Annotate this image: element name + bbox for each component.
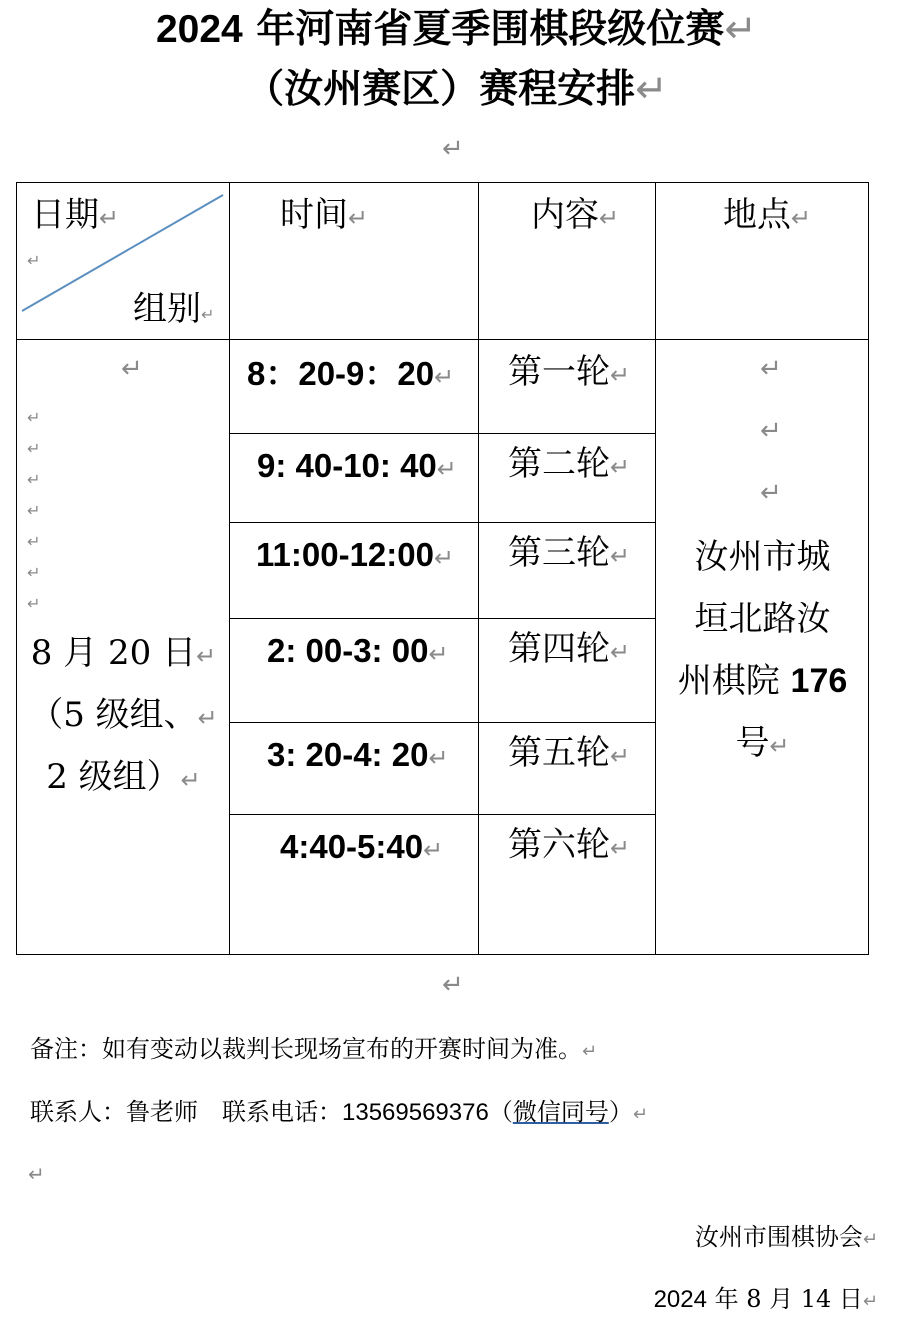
time-cell: 9: 40-10: 40↵ xyxy=(230,434,479,523)
remark-text: 备注：如有变动以裁判长现场宣布的开赛时间为准。↵ xyxy=(30,1035,598,1063)
paragraph-mark-icon: ↵ xyxy=(28,1162,45,1186)
paragraph-mark-icon: ↵ xyxy=(791,204,812,232)
header-time: 时间↵ xyxy=(280,195,369,235)
paragraph-mark-icon: ↵ xyxy=(348,204,369,232)
paragraph-mark-icon: ↵ xyxy=(760,478,782,508)
table-header-row xyxy=(17,183,869,340)
signature-org: 汝州市围棋协会↵ xyxy=(694,1223,878,1251)
paragraph-mark-icon: ↵ xyxy=(442,134,464,164)
time-cell: 3: 20-4: 20↵ xyxy=(230,723,479,815)
place-cell xyxy=(656,340,869,955)
round-cell: 第六轮↵ xyxy=(479,815,656,955)
round-cell: 第一轮↵ xyxy=(479,340,656,434)
header-place: 地点↵ xyxy=(723,195,812,235)
paragraph-mark-icon: ↵ xyxy=(760,416,782,446)
paragraph-mark-icon: ↵ xyxy=(760,354,782,384)
date-group-cell xyxy=(17,340,230,955)
round-cell: 第二轮↵ xyxy=(479,434,656,523)
header-cell-date-group xyxy=(17,183,230,340)
paragraph-mark-icon: ↵ xyxy=(27,439,41,458)
schedule-table xyxy=(16,182,869,955)
contact-phone: 13569569376 xyxy=(342,1099,489,1126)
place-line-4: 号↵ xyxy=(735,723,790,763)
place-line-1: 汝州市城 xyxy=(694,537,831,577)
paragraph-mark-icon: ↵ xyxy=(724,7,758,52)
paragraph-mark-icon: ↵ xyxy=(27,594,41,613)
paragraph-mark-icon: ↵ xyxy=(27,408,41,427)
paragraph-mark-icon: ↵ xyxy=(27,532,41,551)
place-line-3: 州棋院 176 xyxy=(677,661,848,701)
time-cell: 8：20-9：20↵ xyxy=(230,340,479,434)
round-cell: 第五轮↵ xyxy=(479,723,656,815)
time-cell: 2: 00-3: 00↵ xyxy=(230,619,479,723)
paragraph-mark-icon: ↵ xyxy=(201,305,215,324)
signature-date: 2024 年 8 月 14 日↵ xyxy=(653,1285,878,1313)
wechat-note: 微信同号 xyxy=(512,1098,609,1126)
document-title-line1: 2024 年河南省夏季围棋段级位赛↵ xyxy=(155,6,758,52)
contact-text: 联系人：鲁老师 联系电话：13569569376（微信同号）↵ xyxy=(30,1098,648,1126)
time-cell: 11:00-12:00↵ xyxy=(230,523,479,619)
paragraph-mark-icon: ↵ xyxy=(599,204,620,232)
paragraph-mark-icon: ↵ xyxy=(27,470,41,489)
header-content: 内容↵ xyxy=(531,195,620,235)
document-title-line2: （汝州赛区）赛程安排↵ xyxy=(245,66,668,112)
header-cell-place xyxy=(656,183,869,340)
paragraph-mark-icon: ↵ xyxy=(27,563,41,582)
paragraph-mark-icon: ↵ xyxy=(442,970,464,1000)
round-cell: 第三轮↵ xyxy=(479,523,656,619)
paragraph-mark-icon: ↵ xyxy=(121,354,143,384)
round-cell: 第四轮↵ xyxy=(479,619,656,723)
place-line-2: 垣北路汝 xyxy=(694,599,831,639)
time-cell: 4:40-5:40↵ xyxy=(230,815,479,955)
date-line-1: 8 月 20 日↵ xyxy=(30,633,217,673)
paragraph-mark-icon: ↵ xyxy=(635,67,668,112)
date-line-3: 2 级组）↵ xyxy=(46,757,201,797)
header-date: 日期↵ xyxy=(31,195,120,235)
table-row xyxy=(17,340,869,434)
header-group: 组别↵ xyxy=(133,289,215,329)
header-cell-content xyxy=(479,183,656,340)
paragraph-mark-icon: ↵ xyxy=(99,204,120,232)
header-cell-time xyxy=(230,183,479,340)
date-line-2: （5 级组、↵ xyxy=(29,695,218,735)
paragraph-mark-icon: ↵ xyxy=(27,501,41,520)
paragraph-mark-icon: ↵ xyxy=(27,251,41,270)
